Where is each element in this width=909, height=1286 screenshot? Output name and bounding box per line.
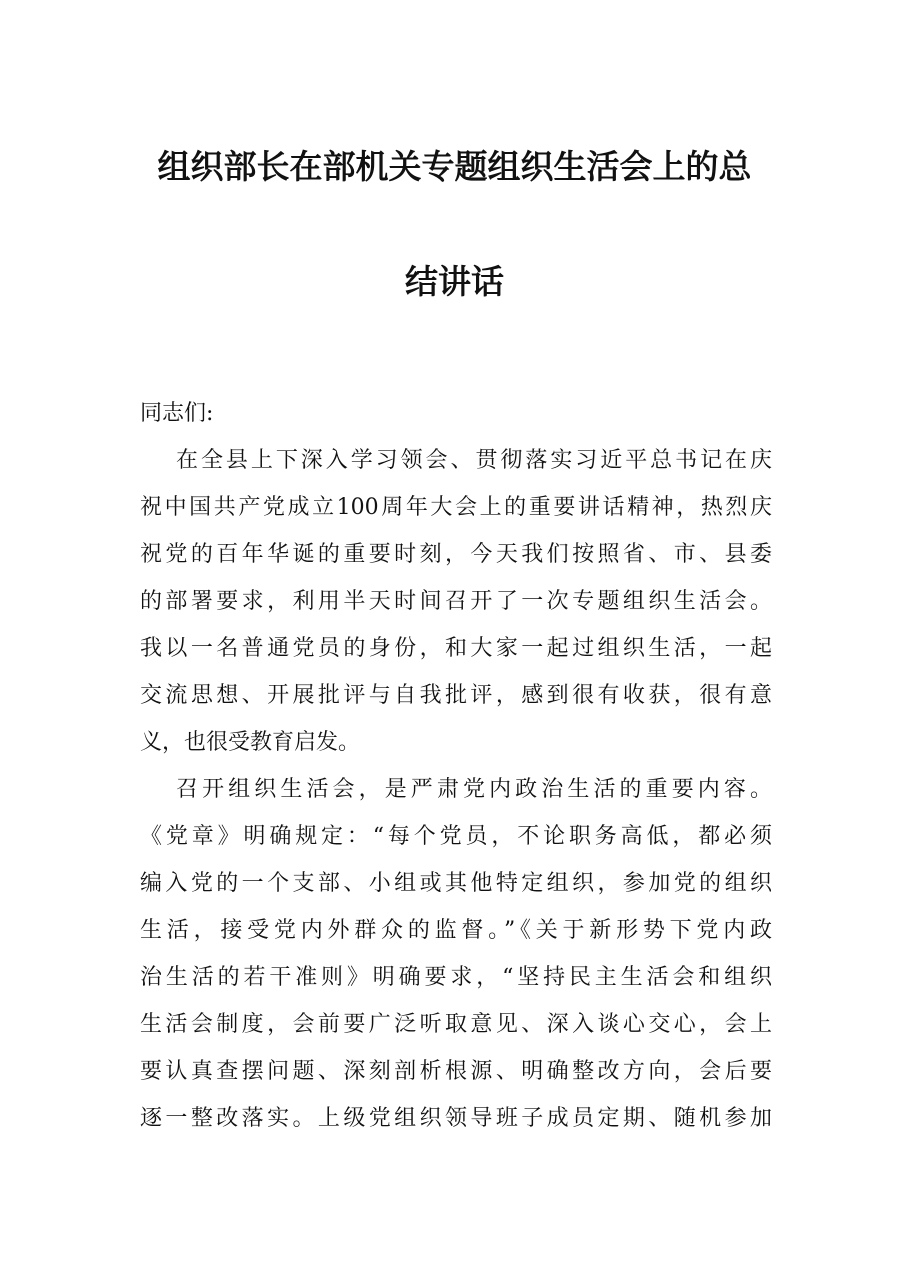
body-line: 要认真查摆问题、深刻剖析根源、明确整改方向，会后要 <box>140 1059 772 1084</box>
body-line: 治生活的若干准则》明确要求，“坚持民主生活会和组织 <box>140 965 772 990</box>
document-title-line-2: 结讲话 <box>405 262 504 301</box>
document-body <box>140 390 772 1142</box>
body-line: 在全县上下深入学习领会、贯彻落实习近平总书记在庆 <box>176 448 772 473</box>
body-line: 生活，接受党内外群众的监督。”《关于新形势下党内政 <box>140 918 772 943</box>
body-line: 我以一名普通党员的身份，和大家一起过组织生活，一起 <box>140 636 772 661</box>
body-line: 生活会制度，会前要广泛听取意见、深入谈心交心，会上 <box>140 1012 772 1037</box>
body-line: 《党章》明确规定：“每个党员，不论职务高低，都必须 <box>140 824 772 849</box>
body-line: 祝中国共产党成立100周年大会上的重要讲话精神，热烈庆 <box>140 495 772 520</box>
body-line: 交流思想、开展批评与自我批评，感到很有收获，很有意 <box>140 683 772 708</box>
body-line: 逐一整改落实。上级党组织领导班子成员定期、随机参加 <box>140 1106 772 1131</box>
body-line: 祝党的百年华诞的重要时刻，今天我们按照省、市、县委 <box>140 542 772 567</box>
body-line: 召开组织生活会，是严肃党内政治生活的重要内容。 <box>176 777 772 802</box>
salutation: 同志们: <box>140 401 214 426</box>
body-line: 编入党的一个支部、小组或其他特定组织，参加党的组织 <box>140 871 772 896</box>
body-line: 的部署要求，利用半天时间召开了一次专题组织生活会。 <box>140 589 772 614</box>
document-title-line-1: 组织部长在部机关专题组织生活会上的总 <box>157 147 752 186</box>
body-line: 义，也很受教育启发。 <box>140 730 361 755</box>
